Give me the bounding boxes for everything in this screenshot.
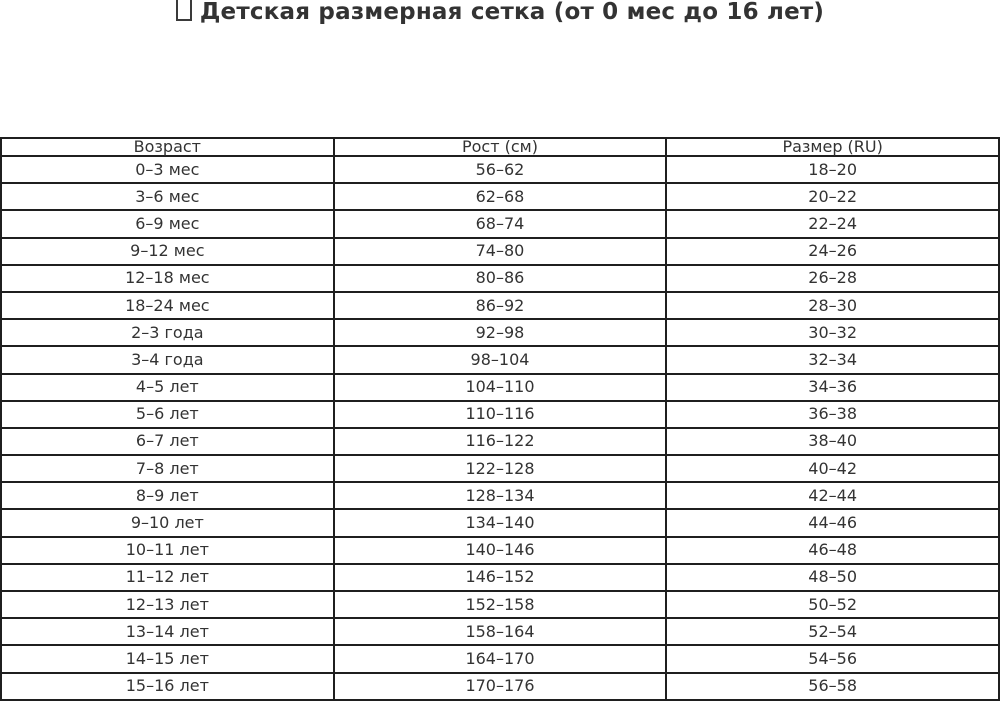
table-cell: 152–158 <box>334 591 667 618</box>
table-cell: 11–12 лет <box>1 564 334 591</box>
table-row <box>1 428 999 455</box>
table-cell: 14–15 лет <box>1 645 334 672</box>
table-cell: 30–32 <box>666 319 999 346</box>
table-cell: 18–24 мес <box>1 292 334 319</box>
table-cell: 2–3 года <box>1 319 334 346</box>
table-cell: 80–86 <box>334 265 667 292</box>
column-header: Рост (см) <box>334 138 667 156</box>
table-cell: 28–30 <box>666 292 999 319</box>
table-cell: 12–13 лет <box>1 591 334 618</box>
table-cell: 26–28 <box>666 265 999 292</box>
table-cell: 34–36 <box>666 374 999 401</box>
table-cell: 38–40 <box>666 428 999 455</box>
table-cell: 8–9 лет <box>1 482 334 509</box>
table-cell: 52–54 <box>666 618 999 645</box>
table-cell: 9–12 мес <box>1 238 334 265</box>
table-row <box>1 156 999 183</box>
table-cell: 48–50 <box>666 564 999 591</box>
table-cell: 6–7 лет <box>1 428 334 455</box>
table-row <box>1 537 999 564</box>
table-cell: 50–52 <box>666 591 999 618</box>
table-cell: 4–5 лет <box>1 374 334 401</box>
table-cell: 6–9 мес <box>1 210 334 237</box>
page-title-text: Детская размерная сетка (от 0 мес до 16 лет) <box>199 0 825 25</box>
page-title <box>0 0 1000 28</box>
size-chart-table <box>0 137 1000 701</box>
table-cell: 36–38 <box>666 401 999 428</box>
table-cell: 22–24 <box>666 210 999 237</box>
table-cell: 18–20 <box>666 156 999 183</box>
column-header: Возраст <box>1 138 334 156</box>
table-cell: 110–116 <box>334 401 667 428</box>
table-row <box>1 374 999 401</box>
table-cell: 10–11 лет <box>1 537 334 564</box>
table-cell: 32–34 <box>666 346 999 373</box>
table-cell: 98–104 <box>334 346 667 373</box>
table-cell: 86–92 <box>334 292 667 319</box>
table-row <box>1 401 999 428</box>
table-cell: 140–146 <box>334 537 667 564</box>
table-cell: 7–8 лет <box>1 455 334 482</box>
table-row <box>1 673 999 700</box>
table-body <box>1 156 999 700</box>
table-row <box>1 591 999 618</box>
column-header: Размер (RU) <box>666 138 999 156</box>
table-row <box>1 265 999 292</box>
table-cell: 46–48 <box>666 537 999 564</box>
table-cell: 15–16 лет <box>1 673 334 700</box>
table-row <box>1 455 999 482</box>
missing-emoji-icon <box>176 0 192 21</box>
table-cell: 54–56 <box>666 645 999 672</box>
table-row <box>1 509 999 536</box>
table-cell: 62–68 <box>334 183 667 210</box>
table-cell: 56–58 <box>666 673 999 700</box>
table-cell: 68–74 <box>334 210 667 237</box>
table-cell: 44–46 <box>666 509 999 536</box>
table-cell: 3–6 мес <box>1 183 334 210</box>
table-cell: 3–4 года <box>1 346 334 373</box>
table-cell: 20–22 <box>666 183 999 210</box>
table-cell: 164–170 <box>334 645 667 672</box>
table-cell: 24–26 <box>666 238 999 265</box>
table-cell: 134–140 <box>334 509 667 536</box>
table-cell: 40–42 <box>666 455 999 482</box>
table-row <box>1 346 999 373</box>
table-cell: 158–164 <box>334 618 667 645</box>
table-cell: 128–134 <box>334 482 667 509</box>
table-cell: 146–152 <box>334 564 667 591</box>
table-cell: 42–44 <box>666 482 999 509</box>
table-row <box>1 645 999 672</box>
table-row <box>1 482 999 509</box>
table-row <box>1 238 999 265</box>
table-cell: 56–62 <box>334 156 667 183</box>
table-cell: 170–176 <box>334 673 667 700</box>
table-cell: 0–3 мес <box>1 156 334 183</box>
table-cell: 116–122 <box>334 428 667 455</box>
table-cell: 122–128 <box>334 455 667 482</box>
table-row <box>1 210 999 237</box>
table-row <box>1 319 999 346</box>
table-row <box>1 292 999 319</box>
table-row <box>1 564 999 591</box>
table-cell: 9–10 лет <box>1 509 334 536</box>
table-cell: 12–18 мес <box>1 265 334 292</box>
table-cell: 13–14 лет <box>1 618 334 645</box>
table-cell: 92–98 <box>334 319 667 346</box>
table-row <box>1 618 999 645</box>
table-cell: 5–6 лет <box>1 401 334 428</box>
table-cell: 104–110 <box>334 374 667 401</box>
table-row <box>1 183 999 210</box>
table-cell: 74–80 <box>334 238 667 265</box>
table-header-row <box>1 138 999 156</box>
